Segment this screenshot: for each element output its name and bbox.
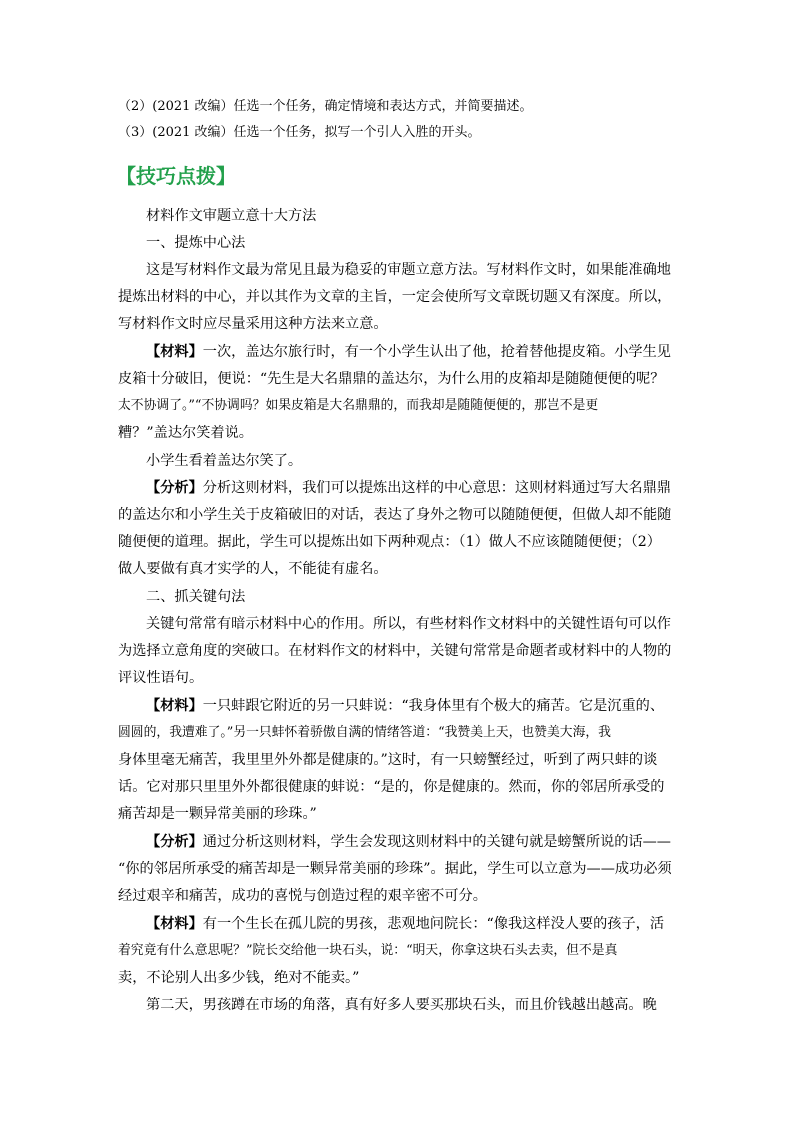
analysis-text: 通过分析这则材料，学生会发现这则材料中的关键句就是螃蟹所说的话—— bbox=[202, 834, 671, 850]
material-line: 圆圆的，我遭难了。”另一只蚌怀着骄傲自满的情绪答道：“我赞美上天，也赞美大海，我 bbox=[118, 725, 611, 740]
task-line-2: （2）(2021 改编）任选一个任务，确定情境和表达方式，并简要描述。 bbox=[118, 99, 533, 114]
paragraph-line: 为选择立意角度的突破口。在材料作文的材料中，关键句常常是命题者或材料中的人物的 bbox=[118, 643, 672, 659]
analysis-line: 经过艰辛和痛苦，成功的喜悦与创造过程的艰辛密不可分。 bbox=[118, 888, 487, 904]
paragraph-line: 这是写材料作文最为常见且最为稳妥的审题立意方法。写材料作文时，如果能准确地 bbox=[146, 262, 671, 278]
paragraph-line: 评议性语句。 bbox=[118, 670, 204, 686]
paragraph-line: 关键句常常有暗示材料中心的作用。所以，有些材料作文材料中的关键性语句可以作 bbox=[146, 616, 671, 632]
method1-heading: 一、提炼中心法 bbox=[146, 235, 246, 251]
paragraph-line: 提炼出材料的中心，并以其作为文章的主旨，一定会使所写文章既切题又有深度。所以， bbox=[118, 289, 672, 305]
analysis-tag: 【分析】 bbox=[146, 480, 203, 496]
material-tag: 【材料】 bbox=[146, 698, 203, 714]
material-text: 有一个生长在孤儿院的男孩，悲观地问院长：“像我这样没人要的孩子，活 bbox=[202, 916, 665, 932]
material-line: 卖，不论别人出多少钱，绝对不能卖。” bbox=[118, 970, 360, 986]
analysis-text: 分析这则材料，我们可以提炼出这样的中心意思：这则材料通过写大名鼎鼎 bbox=[202, 480, 671, 496]
analysis-tag: 【分析】 bbox=[146, 834, 203, 850]
material-text: 一只蚌跟它附近的另一只蚌说：“我身体里有个极大的痛苦。它是沉重的、 bbox=[202, 698, 665, 714]
section-heading: 【技巧点拨】 bbox=[116, 164, 236, 188]
material-line: 第二天，男孩蹲在市场的角落，真有好多人要买那块石头，而且价钱越出越高。晚 bbox=[146, 997, 657, 1013]
material-line: 身体里毫无痛苦，我里里外外都是健康的。”这时，有一只螃蟹经过，听到了两只蚌的谈 bbox=[118, 752, 658, 768]
material-line bbox=[146, 342, 706, 362]
material-line: 糟？”盖达尔笑着说。 bbox=[118, 425, 253, 441]
material-line: 痛苦却是一颗异常美丽的珍珠。” bbox=[118, 806, 317, 822]
paragraph-line: 写材料作文时应尽量采用这种方法来立意。 bbox=[118, 316, 388, 332]
material-line: 小学生看着盖达尔笑了。 bbox=[146, 453, 303, 469]
analysis-line: 做人要做有真才实学的人，不能徒有虚名。 bbox=[118, 561, 388, 577]
material-text: 一次，盖达尔旅行时，有一个小学生认出了他，抢着替他提皮箱。小学生见 bbox=[202, 344, 671, 360]
analysis-line bbox=[146, 832, 706, 852]
material-line bbox=[146, 696, 706, 716]
material-line: 皮箱十分破旧，便说：“先生是大名鼎鼎的盖达尔，为什么用的皮箱却是随随便便的呢？ bbox=[118, 371, 665, 387]
material-line: 着究竟有什么意思呢？”院长交给他一块石头，说：“明天，你拿这块石头去卖，但不是真 bbox=[118, 943, 618, 958]
method2-heading: 二、抓关键句法 bbox=[146, 589, 246, 605]
analysis-line: “你的邻居所承受的痛苦却是一颗异常美丽的珍珠”。据此，学生可以立意为——成功必须 bbox=[118, 861, 672, 877]
material-line: 话。它对那只里里外外都很健康的蚌说：“是的，你是健康的。然而，你的邻居所承受的 bbox=[118, 779, 665, 795]
doc-title: 材料作文审题立意十大方法 bbox=[146, 208, 317, 224]
analysis-line: 随便便的道理。据此，学生可以提炼出如下两种观点：（1）做人不应该随随便便；（2） bbox=[118, 534, 661, 550]
material-tag: 【材料】 bbox=[146, 344, 203, 360]
material-tag: 【材料】 bbox=[146, 916, 203, 932]
material-line: 太不协调了。”“不协调吗？如果皮箱是大名鼎鼎的，而我却是随随便便的，那岂不是更 bbox=[118, 398, 599, 413]
task-line-3: （3）(2021 改编）任选一个任务，拟写一个引人入胜的开头。 bbox=[118, 125, 481, 140]
analysis-line: 的盖达尔和小学生关于皮箱破旧的对话，表达了身外之物可以随随便便，但做人却不能随 bbox=[118, 507, 672, 523]
analysis-line bbox=[146, 478, 706, 498]
material-line bbox=[146, 914, 706, 934]
